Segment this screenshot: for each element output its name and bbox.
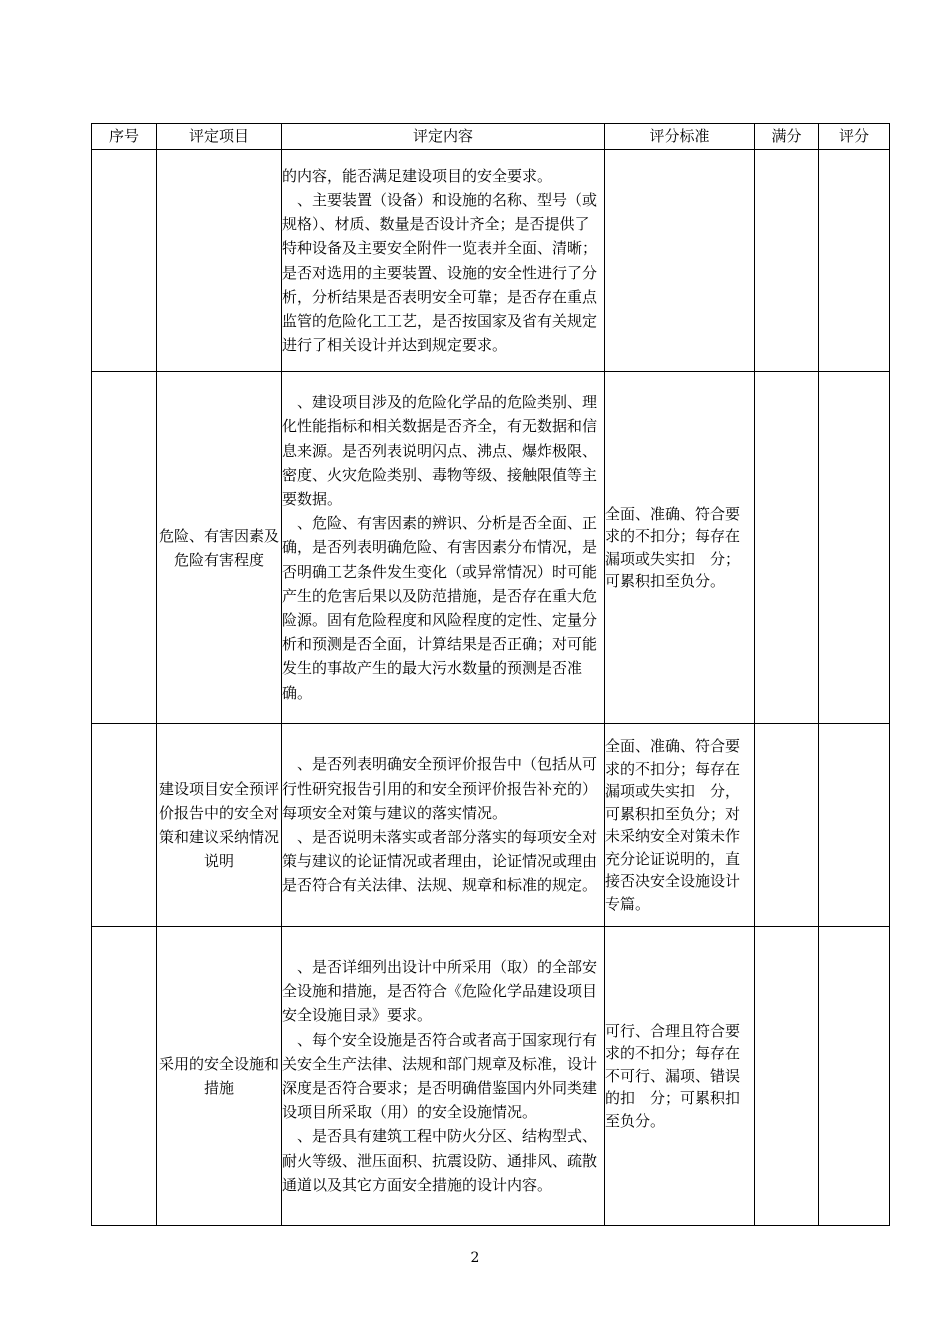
content-paragraph: 、危险、有害因素的辨识、分析是否全面、正确，是否列表明确危险、有害因素分布情况，是否明确工艺条件发生变化（或异常情况）时可能产生的危害后果以及防范措施，是否存在重大危险源。固有危险程度和风险程度的定性、定量分析和预测是否全面，计算结果是否正确；对可能发生的事故产生的最大污水数量的预测是否准确。: [282, 514, 598, 702]
header-score: 评分: [819, 124, 890, 150]
content-paragraph: 、是否详细列出设计中所采用（取）的全部安全设施和措施，是否符合《危险化学品建设项目安全设施目录》要求。: [282, 957, 598, 1025]
header-content: 评定内容: [282, 124, 605, 150]
table-row: [92, 927, 890, 1226]
cell-no: [92, 724, 157, 927]
page-number: 2: [470, 1250, 480, 1266]
cell-standard: 全面、准确、符合要求的不扣分；每存在漏项或失实扣 分，可累积扣至负分；对未采纳安全对策未作充分论证说明的，直接否决安全设施设计专篇。: [605, 724, 755, 927]
table-row: [92, 150, 890, 372]
cell-score: [819, 927, 890, 1226]
cell-no: [92, 150, 157, 372]
cell-no: [92, 372, 157, 724]
content-paragraph: 、是否列表明确安全预评价报告中（包括从可行性研究报告引用的和安全预评价报告补充的）每项安全对策与建议的落实情况。: [282, 755, 598, 822]
cell-item: 危险、有害因素及危险有害程度: [157, 372, 282, 724]
header-no: 序号: [92, 124, 157, 150]
table-row: [92, 724, 890, 927]
header-standard: 评分标准: [605, 124, 755, 150]
cell-standard: 全面、准确、符合要求的不扣分；每存在漏项或失实扣 分；可累积扣至负分。: [605, 372, 755, 724]
cell-full-score: [755, 372, 819, 724]
cell-full-score: [755, 927, 819, 1226]
content-paragraph: 、是否说明未落实或者部分落实的每项安全对策与建议的论证情况或者理由，论证情况或理由是否符合有关法律、法规、规章和标准的规定。: [282, 828, 598, 895]
cell-score: [819, 372, 890, 724]
cell-full-score: [755, 724, 819, 927]
table-header-row: [92, 124, 890, 150]
cell-content: [282, 724, 605, 927]
cell-item: 采用的安全设施和措施: [157, 927, 282, 1226]
content-paragraph: 、是否具有建筑工程中防火分区、结构型式、耐火等级、泄压面积、抗震设防、通排风、疏散通道以及其它方面安全措施的设计内容。: [282, 1127, 598, 1194]
cell-score: [819, 724, 890, 927]
cell-standard: [605, 150, 755, 372]
cell-full-score: [755, 150, 819, 372]
cell-content: [282, 372, 605, 724]
cell-no: [92, 927, 157, 1226]
content-paragraph: 、主要装置（设备）和设施的名称、型号（或规格）、材质、数量是否设计齐全；是否提供了特种设备及主要安全附件一览表并全面、清晰；是否对选用的主要装置、设施的安全性进行了分析，分析结果是否表明安全可靠；是否存在重点监管的危险化工工艺，是否按国家及省有关规定进行了相关设计并达到规定要求。: [282, 190, 598, 355]
evaluation-table: [91, 123, 890, 1226]
header-full-score: 满分: [755, 124, 819, 150]
content-paragraph: 、每个安全设施是否符合或者高于国家现行有关安全生产法律、法规和部门规章及标准，设计深度是否符合要求；是否明确借鉴国内外同类建设项目所采取（用）的安全设施情况。: [282, 1030, 598, 1122]
content-paragraph: 、建设项目涉及的危险化学品的危险类别、理化性能指标和相关数据是否齐全，有无数据和信息来源。是否列表说明闪点、沸点、爆炸极限、密度、火灾危险类别、毒物等级、接触限值等主要数据。: [282, 393, 598, 508]
cell-standard: 可行、合理且符合要求的不扣分；每存在不可行、漏项、错误的扣 分；可累积扣至负分。: [605, 927, 755, 1226]
table-row: [92, 372, 890, 724]
cell-content: [282, 150, 605, 372]
cell-item: [157, 150, 282, 372]
header-item: 评定项目: [157, 124, 282, 150]
cell-item: 建设项目安全预评价报告中的安全对策和建议采纳情况说明: [157, 724, 282, 927]
cell-score: [819, 150, 890, 372]
cell-content: [282, 927, 605, 1226]
content-paragraph: 的内容，能否满足建设项目的安全要求。: [282, 166, 553, 185]
